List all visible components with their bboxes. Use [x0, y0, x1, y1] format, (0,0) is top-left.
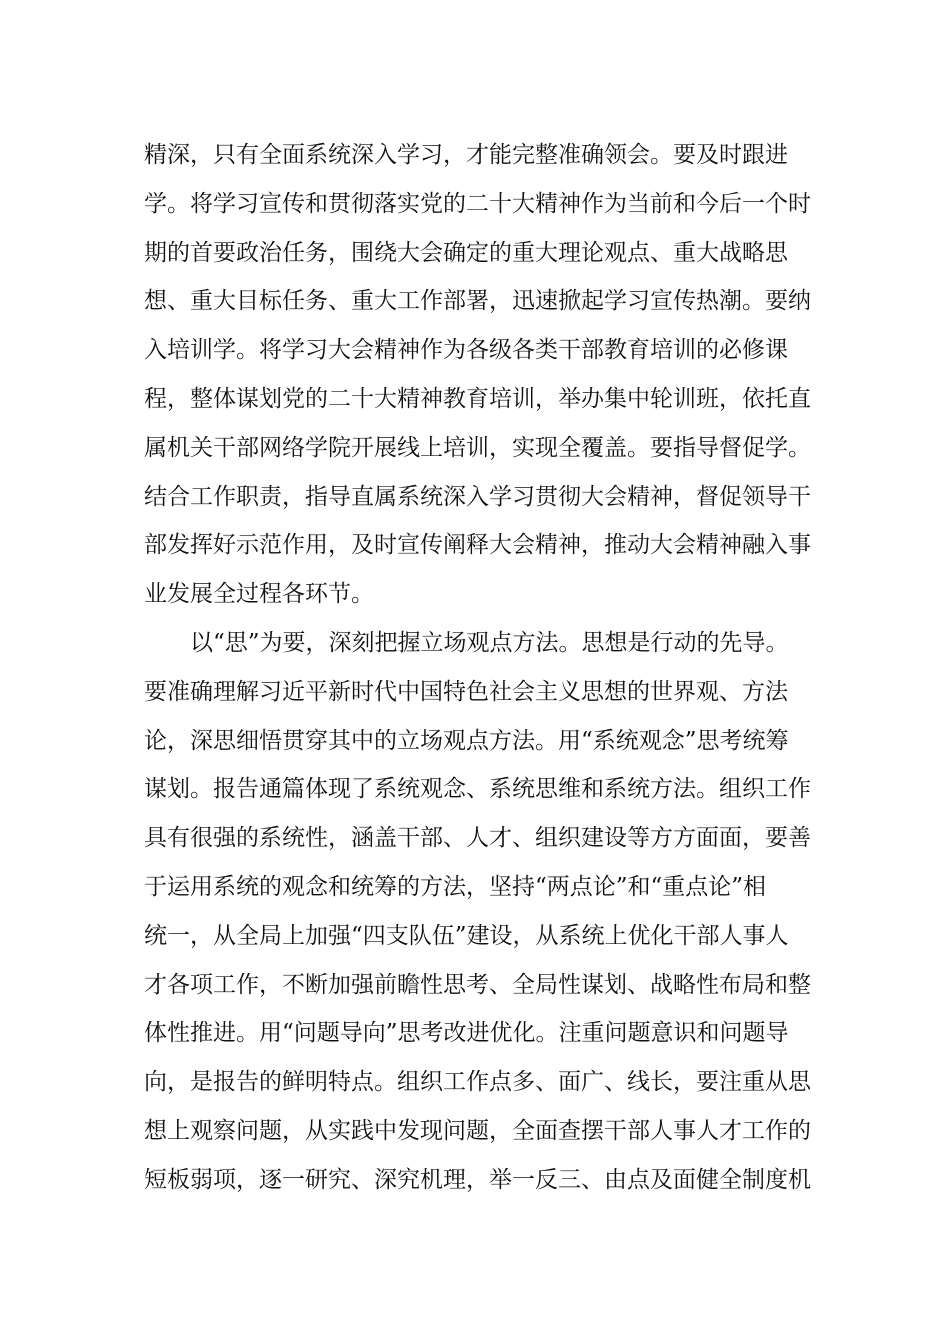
- text-line: 想、重大目标任务、重大工作部署，迅速掀起学习宣传热潮。要纳: [144, 288, 811, 315]
- text-line: 精深，只有全面系统深入学习，才能完整准确领会。要及时跟进: [144, 142, 788, 168]
- text-line: 向，是报告的鲜明特点。组织工作点多、面广、线长，要注重从思: [144, 1069, 811, 1096]
- text-line: 统一，从全局上加强“四支队伍”建设，从系统上优化干部人事人: [144, 922, 789, 949]
- text-line: 短板弱项，逐一研究、深究机理，举一反三、由点及面健全制度机: [144, 1166, 811, 1193]
- text-line: 学。将学习宣传和贯彻落实党的二十大精神作为当前和今后一个时: [144, 190, 811, 217]
- text-line: 期的首要政治任务，围绕大会确定的重大理论观点、重大战略思: [144, 239, 788, 266]
- text-line: 才各项工作，不断加强前瞻性思考、全局性谋划、战略性布局和整: [144, 971, 811, 998]
- text-line: 程，整体谋划党的二十大精神教育培训，举办集中轮训班，依托直: [144, 385, 811, 412]
- text-line: 于运用系统的观念和统筹的方法，坚持“两点论”和“重点论”相: [144, 873, 767, 900]
- paragraph-first-line: 以“思”为要，深刻把握立场观点方法。思想是行动的先导。: [190, 629, 789, 656]
- text-line: 体性推进。用“问题导向”思考改进优化。注重问题意识和问题导: [144, 1020, 789, 1047]
- text-line: 谋划。报告通篇体现了系统观念、系统思维和系统方法。组织工作: [144, 776, 811, 803]
- text-line: 入培训学。将学习大会精神作为各级各类干部教育培训的必修课: [144, 337, 788, 364]
- text-line: 部发挥好示范作用，及时宣传阐释大会精神，推动大会精神融入事: [144, 532, 811, 559]
- text-line: 业发展全过程各环节。: [144, 581, 374, 608]
- text-line: 属机关干部网络学院开展线上培训，实现全覆盖。要指导督促学。: [144, 434, 811, 461]
- text-line: 要准确理解习近平新时代中国特色社会主义思想的世界观、方法: [144, 678, 788, 705]
- text-line: 具有很强的系统性，涵盖干部、人才、组织建设等方方面面，要善: [144, 825, 811, 852]
- body-text: [144, 131, 814, 1205]
- text-line: 论，深思细悟贯穿其中的立场观点方法。用“系统观念”思考统筹: [144, 727, 789, 754]
- text-line: 结合工作职责，指导直属系统深入学习贯彻大会精神，督促领导干: [144, 483, 811, 510]
- text-line: 想上观察问题，从实践中发现问题，全面查摆干部人事人才工作的: [144, 1117, 811, 1144]
